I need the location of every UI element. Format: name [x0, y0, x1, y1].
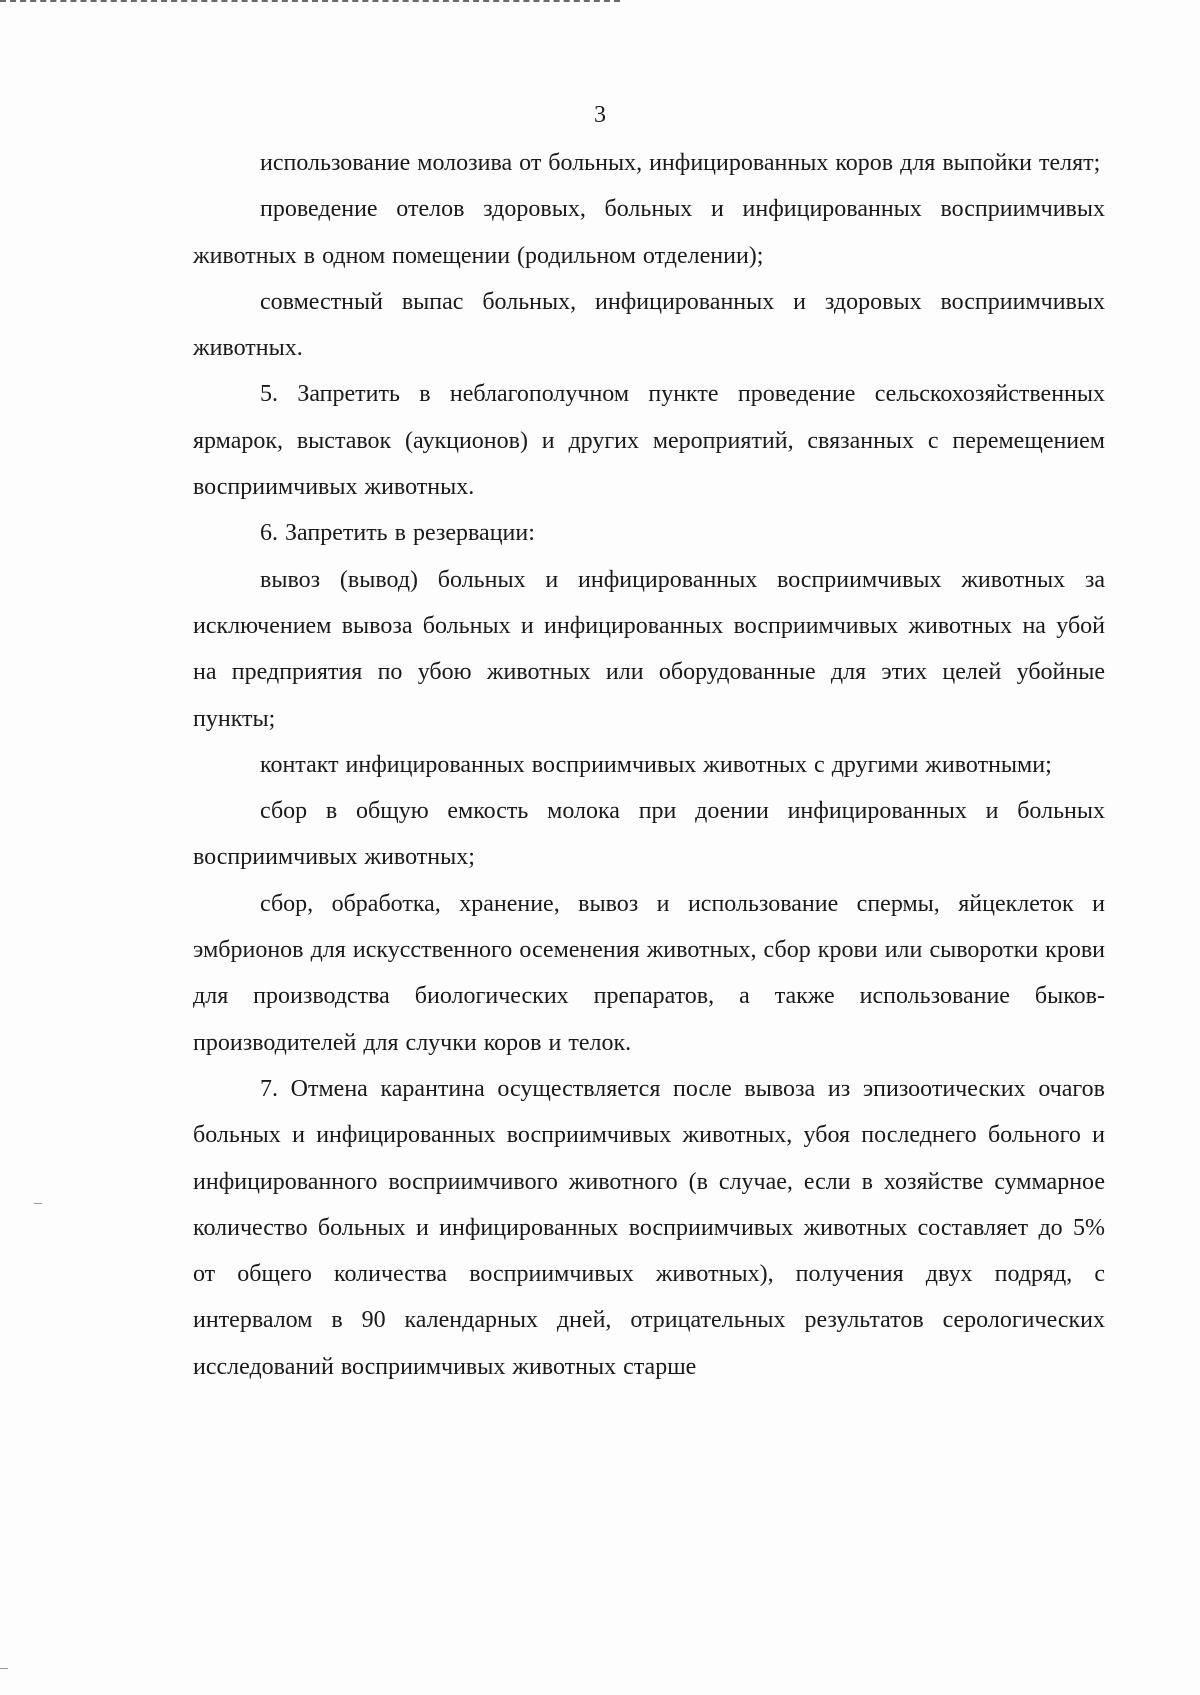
paragraph: 5. Запретить в неблагополучном пункте проведение сельскохозяйственных ярмарок, выставок (аукционов) и других мероприятий, связанных с перемещением восприимчивых животных.: [193, 381, 1105, 501]
paragraph: использование молозива от больных, инфицированных коров для выпойки телят;: [260, 150, 1101, 176]
margin-mark: [34, 1203, 42, 1204]
paragraph: 6. Запретить в резервации:: [260, 520, 535, 547]
document-body: [193, 140, 1105, 1390]
scan-edge-dashed-line: [0, 0, 620, 2]
paragraph: проведение отелов здоровых, больных и инфицированных восприимчивых животных в одном помещении (родильном отделении);: [193, 196, 1105, 269]
page-number: 3: [594, 102, 606, 128]
paragraph: вывоз (вывод) больных и инфицированных восприимчивых животных за исключением вывоза больных и инфицированных восприимчивых животных на убой на предприятия по убою животных или оборудованные для этих целей убойные пункты;: [193, 566, 1105, 732]
paragraph: 7. Отмена карантина осуществляется после вывоза из эпизоотических очагов больных и инфицированных восприимчивых животных, убоя последнего больного и инфицированного восприимчивого животного (в случае, если в хозяйстве суммарное количество больных и инфицированных восприимчивых животных составляет до 5% от общего количества восприимчивых животных), получения двух подряд, с интервалом в 90 календарных дней, отрицательных результатов серологических исследований восприимчивых животных старше: [193, 1075, 1105, 1380]
paragraph: сбор, обработка, хранение, вывоз и использование спермы, яйцеклеток и эмбрионов для искусственного осеменения животных, сбор крови или сыворотки крови для производства биологических препаратов, а также использование быков-производителей для случки коров и телок.: [193, 890, 1105, 1056]
paragraph: совместный выпас больных, инфицированных и здоровых восприимчивых животных.: [193, 288, 1105, 362]
margin-mark: [0, 1668, 8, 1669]
paragraph: контакт инфицированных восприимчивых животных с другими животными;: [260, 751, 1052, 778]
paragraph: сбор в общую емкость молока при доении инфицированных и больных восприимчивых животных;: [193, 798, 1105, 871]
